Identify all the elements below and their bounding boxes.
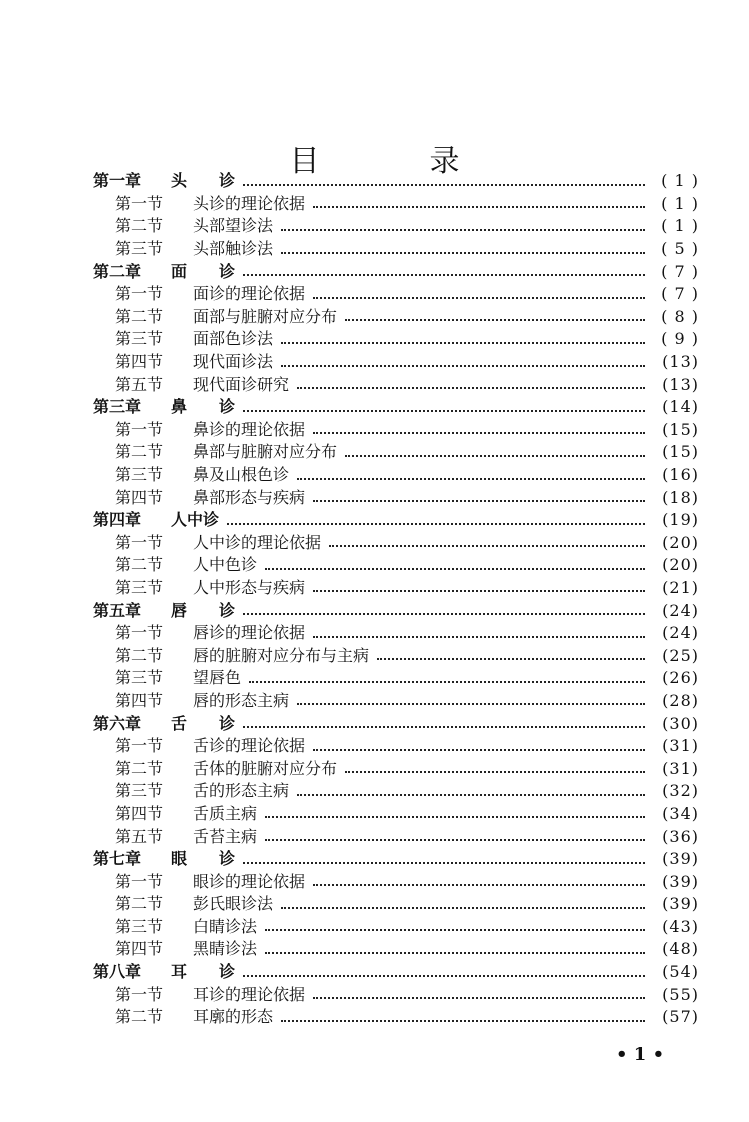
toc-entry-label [115,241,273,257]
toc-page-ref: ( 1 ) [661,193,699,213]
section-number: 第二节 [115,306,164,326]
section-number: 第三节 [115,577,164,597]
section-number: 第三节 [115,668,164,688]
chapter-title: 头 诊 [171,171,236,191]
toc-page-ref: ( 7 ) [661,261,699,281]
chapter-title: 舌 诊 [171,713,236,733]
toc-entry-label [115,625,305,641]
toc-section-entry[interactable] [93,983,699,1006]
dot-leader [345,454,645,457]
toc-section-entry[interactable] [93,328,699,351]
toc-section-entry[interactable] [93,757,699,780]
toc-section-entry[interactable] [93,441,699,464]
toc-entry-label [93,399,235,415]
section-title: 舌苔主病 [193,826,258,846]
section-title: 舌质主病 [193,803,258,823]
dot-leader [265,815,645,818]
toc-entry-label [115,758,338,778]
chapter-number: 第六章 [93,713,142,733]
toc-section-entry[interactable] [93,193,699,216]
toc-chapter-entry[interactable] [93,396,699,419]
toc-page-ref: (21) [662,577,699,597]
toc-entry-label [93,964,235,980]
toc-page-ref: (39) [662,894,699,914]
toc-section-entry[interactable] [93,916,699,939]
section-number: 第二节 [115,645,164,665]
section-number: 第二节 [115,1007,164,1027]
chapter-number: 第七章 [93,849,142,869]
dot-leader [265,567,645,570]
toc-chapter-entry[interactable] [93,961,699,984]
dot-leader [265,838,645,841]
section-number: 第五节 [115,826,164,846]
toc-entry-label [115,557,257,573]
section-title: 鼻诊的理论依据 [193,419,306,439]
chapter-title: 耳 诊 [171,962,236,982]
dot-leader [243,273,645,276]
toc-page-ref: (28) [662,690,699,710]
toc-entry-label [93,512,219,528]
section-number: 第三节 [115,781,164,801]
section-number: 第三节 [115,239,164,259]
toc-entry-label [115,577,306,597]
toc-page-ref: ( 1 ) [661,171,699,191]
dot-leader [297,702,645,705]
toc-section-entry[interactable] [93,238,699,261]
toc-page-ref: (16) [662,465,699,485]
toc-entry-label [115,218,273,234]
toc-section-entry[interactable] [93,554,699,577]
toc-section-entry[interactable] [93,870,699,893]
toc-page-ref: (15) [662,442,699,462]
dot-leader [243,725,645,728]
dot-leader [281,228,645,231]
section-title: 头部望诊法 [193,216,274,236]
chapter-title: 人中诊 [171,510,220,530]
dot-leader [377,657,645,660]
section-number: 第一节 [115,736,164,756]
toc-section-entry[interactable] [93,577,699,600]
dot-leader [243,861,645,864]
dot-leader [313,296,645,299]
toc-page-ref: (14) [662,397,699,417]
toc-entry-label [115,193,306,213]
dot-leader [281,1019,645,1022]
section-number: 第一节 [115,419,164,439]
toc-entry-label [115,354,273,370]
toc-page-ref: ( 5 ) [661,239,699,259]
toc-entry-label [115,738,305,754]
toc-entry-label [93,713,236,733]
section-number: 第三节 [115,465,164,485]
chapter-title: 鼻 诊 [171,397,236,417]
section-title: 头部触诊法 [193,239,274,259]
toc-section-entry[interactable] [93,893,699,916]
section-number: 第一节 [115,284,164,304]
dot-leader [243,183,645,186]
toc-section-entry[interactable] [93,690,699,713]
toc-page-ref: (19) [662,510,699,530]
toc-page-ref: ( 1 ) [661,216,699,236]
toc-page-ref: (55) [662,984,699,1004]
section-title: 舌的形态主病 [193,781,290,801]
toc-entry-label [115,467,289,483]
toc-section-entry[interactable] [93,419,699,442]
dot-leader [243,612,645,615]
toc-page-ref: (13) [662,352,699,372]
section-number: 第二节 [115,442,164,462]
toc-section-entry[interactable] [93,373,699,396]
toc-page-ref: (20) [662,532,699,552]
chapter-number: 第四章 [93,510,142,530]
toc-chapter-entry[interactable] [93,848,699,871]
dot-leader [227,522,645,525]
chapter-number: 第三章 [93,397,142,417]
toc-section-entry[interactable] [93,803,699,826]
toc-section-entry[interactable] [93,351,699,374]
section-title: 面部与脏腑对应分布 [193,306,338,326]
toc-page-ref: (15) [662,419,699,439]
section-title: 人中诊的理论依据 [193,532,322,552]
section-number: 第一节 [115,193,164,213]
table-of-contents [93,170,699,1029]
section-title: 耳廓的形态 [193,1007,274,1027]
toc-entry-label [115,487,306,507]
section-number: 第二节 [115,758,164,778]
toc-page-ref: (43) [662,916,699,936]
dot-leader [265,951,645,954]
section-title: 唇的脏腑对应分布与主病 [193,645,370,665]
section-title: 头诊的理论依据 [193,193,306,213]
section-title: 耳诊的理论依据 [193,984,306,1004]
toc-section-entry[interactable] [93,644,699,667]
toc-entry-label [93,261,236,281]
section-title: 鼻部形态与疾病 [193,487,306,507]
section-title: 望唇色 [193,668,242,688]
section-number: 第三节 [115,916,164,936]
toc-entry-label [115,286,305,302]
toc-entry-label [115,941,257,957]
chapter-title: 眼 诊 [171,849,236,869]
section-title: 现代面诊法 [193,352,274,372]
toc-page-ref: (34) [662,803,699,823]
toc-section-entry[interactable] [93,667,699,690]
toc-section-entry[interactable] [93,464,699,487]
section-title: 唇的形态主病 [193,690,290,710]
dot-leader [297,386,645,389]
toc-entry-label [115,331,273,347]
toc-entry-label [115,670,241,686]
section-title: 鼻及山根色诊 [193,465,290,485]
section-title: 面部色诊法 [193,329,274,349]
section-number: 第二节 [115,216,164,236]
toc-section-entry[interactable] [93,735,699,758]
toc-entry-label [115,532,322,552]
chapter-title: 唇 诊 [171,600,236,620]
toc-chapter-entry[interactable] [93,260,699,283]
toc-entry-label [115,1009,273,1025]
toc-entry-label [115,826,258,846]
section-title: 现代面诊研究 [193,374,290,394]
toc-entry-label [115,783,289,799]
section-title: 白睛诊法 [193,916,258,936]
section-title: 人中色诊 [193,555,258,575]
chapter-number: 第五章 [93,600,142,620]
toc-page-ref: (24) [662,623,699,643]
toc-entry-label [115,645,370,665]
section-number: 第三节 [115,329,164,349]
toc-entry-label [93,173,235,189]
toc-entry-label [115,419,306,439]
toc-page-ref: (30) [662,713,699,733]
section-number: 第二节 [115,555,164,575]
dot-leader [313,431,645,434]
page-title: 目 录 [289,144,500,180]
toc-page-ref: (31) [662,758,699,778]
dot-leader [281,341,645,344]
chapter-title: 面 诊 [171,261,236,281]
dot-leader [265,928,645,931]
toc-page-ref: (39) [662,871,699,891]
section-number: 第四节 [115,939,164,959]
toc-page-ref: (32) [662,781,699,801]
toc-entry-label [93,851,235,867]
dot-leader [249,680,645,683]
toc-section-entry[interactable] [93,532,699,555]
toc-page-ref: (25) [662,645,699,665]
dot-leader [297,477,645,480]
toc-page-ref: (31) [662,736,699,756]
toc-page-ref: ( 8 ) [661,306,699,326]
toc-page-ref: (54) [662,962,699,982]
chapter-number: 第一章 [93,171,142,191]
dot-leader [281,906,645,909]
dot-leader [313,589,645,592]
chapter-number: 第八章 [93,962,142,982]
toc-section-entry[interactable] [93,215,699,238]
toc-page-ref: (20) [662,555,699,575]
section-title: 眼诊的理论依据 [193,871,306,891]
toc-page-ref: (36) [662,826,699,846]
dot-leader [313,499,645,502]
toc-section-entry[interactable] [93,486,699,509]
page-number: • 1 • [616,1044,665,1065]
section-title: 人中形态与疾病 [193,577,306,597]
dot-leader [329,544,645,547]
toc-chapter-entry[interactable] [93,170,699,193]
toc-page-ref: (39) [662,849,699,869]
section-title: 面诊的理论依据 [193,284,306,304]
dot-leader [313,635,645,638]
section-title: 唇诊的理论依据 [193,623,306,643]
toc-entry-label [115,871,306,891]
section-number: 第四节 [115,352,164,372]
dot-leader [313,883,645,886]
toc-page-ref: (48) [662,939,699,959]
toc-chapter-entry[interactable] [93,599,699,622]
toc-page-ref: (57) [662,1007,699,1027]
section-number: 第二节 [115,894,164,914]
toc-entry-label [115,916,258,936]
dot-leader [281,251,645,254]
toc-entry-label [115,984,306,1004]
section-number: 第一节 [115,532,164,552]
toc-entry-label [115,690,290,710]
section-number: 第四节 [115,487,164,507]
toc-chapter-entry[interactable] [93,712,699,735]
dot-leader [345,318,645,321]
section-number: 第四节 [115,803,164,823]
toc-section-entry[interactable] [93,622,699,645]
toc-page-ref: (13) [662,374,699,394]
section-number: 第四节 [115,690,164,710]
toc-page-ref: (18) [662,487,699,507]
section-number: 第一节 [115,623,164,643]
toc-page-ref: (26) [662,668,699,688]
dot-leader [313,748,645,751]
dot-leader [345,770,645,773]
section-title: 舌诊的理论依据 [193,736,306,756]
toc-section-entry[interactable] [93,825,699,848]
toc-page-ref: ( 7 ) [661,284,699,304]
toc-chapter-entry[interactable] [93,509,699,532]
section-title: 彭氏眼诊法 [193,894,274,914]
toc-section-entry[interactable] [93,306,699,329]
section-title: 舌体的脏腑对应分布 [193,758,338,778]
dot-leader [243,974,645,977]
toc-entry-label [115,306,338,326]
section-number: 第一节 [115,871,164,891]
dot-leader [297,793,645,796]
section-title: 黑睛诊法 [193,939,258,959]
toc-entry-label [115,803,258,823]
toc-entry-label [93,600,236,620]
toc-section-entry[interactable] [93,780,699,803]
dot-leader [243,409,645,412]
dot-leader [281,364,645,367]
toc-page-ref: ( 9 ) [661,329,699,349]
dot-leader [313,996,645,999]
chapter-number: 第二章 [93,261,142,281]
toc-page-ref: (24) [662,600,699,620]
toc-entry-label [115,444,337,460]
toc-section-entry[interactable] [93,938,699,961]
toc-section-entry[interactable] [93,1006,699,1029]
section-number: 第一节 [115,984,164,1004]
toc-entry-label [115,374,290,394]
toc-entry-label [115,896,273,912]
section-title: 鼻部与脏腑对应分布 [193,442,338,462]
toc-section-entry[interactable] [93,283,699,306]
dot-leader [313,205,645,208]
section-number: 第五节 [115,374,164,394]
